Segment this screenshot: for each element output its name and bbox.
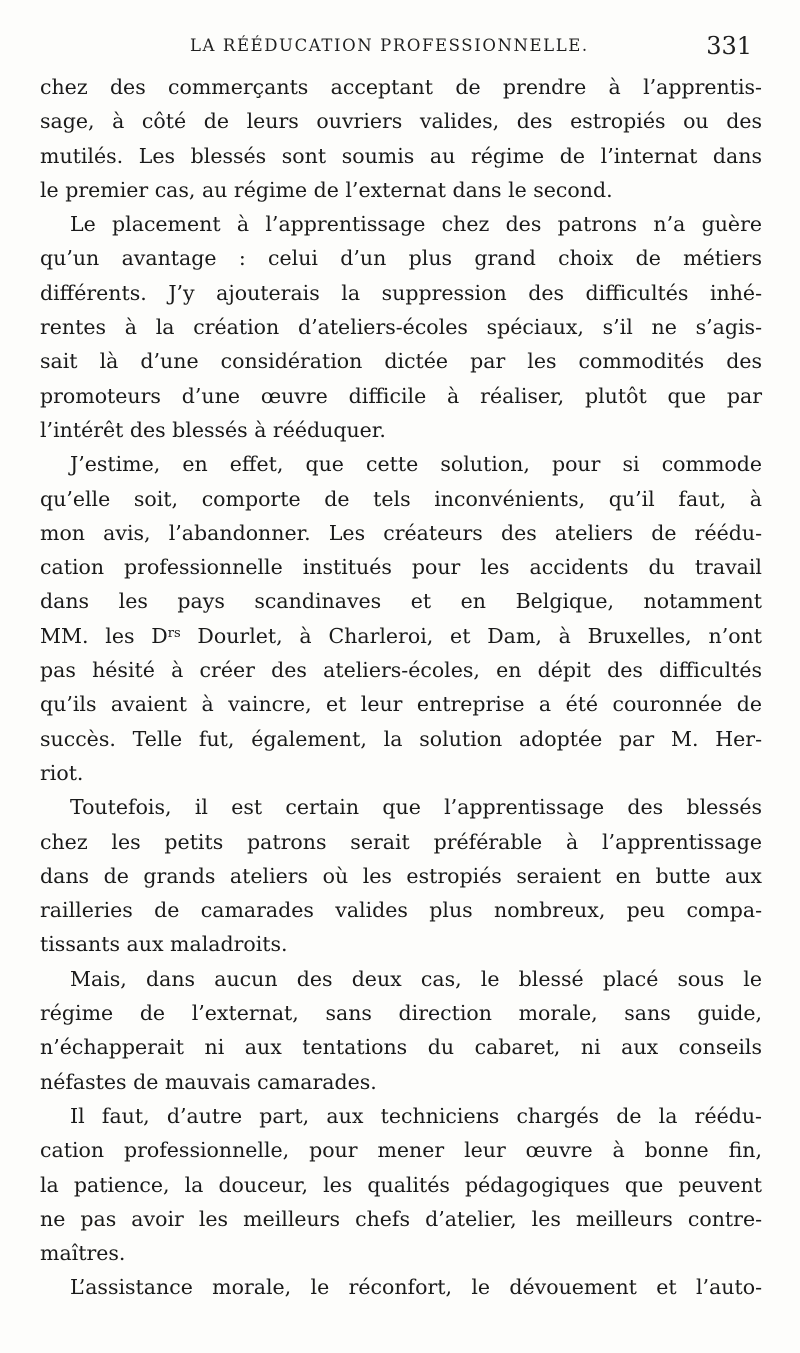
text-line: dans de grands ateliers où les estropiés seraient en butte aux <box>40 863 762 888</box>
text-line: chez les petits patrons serait préférable à l’apprentissage <box>40 829 762 854</box>
text-line: chez des commerçants acceptant de prendre à l’apprentis- <box>40 75 762 99</box>
text-line: riot. <box>40 760 84 785</box>
text-line: Toutefois, il est certain que l’apprentissage des blessés <box>70 795 762 820</box>
text-line: n’échapperait ni aux tentations du cabaret, ni aux conseils <box>40 1035 762 1060</box>
text-line: railleries de camarades valides plus nombreux, peu compa- <box>40 898 762 923</box>
text-line: cation professionnelle, pour mener leur œuvre à bonne fin, <box>40 1138 762 1163</box>
text-line: la patience, la douceur, les qualités pédagogiques que peuvent <box>40 1172 762 1197</box>
text-line: cation professionnelle institués pour les accidents du travail <box>40 555 762 580</box>
text-line: pas hésité à créer des ateliers-écoles, en dépit des difficultés <box>40 658 762 683</box>
text-line: qu’ils avaient à vaincre, et leur entreprise a été couronnée de <box>40 692 762 717</box>
text-line: ne pas avoir les meilleurs chefs d’atelier, les meilleurs contre- <box>40 1206 762 1231</box>
text-line: rentes à la création d’ateliers-écoles spéciaux, s’il ne s’agis- <box>40 315 762 340</box>
superscript: rs <box>167 625 181 641</box>
text-line: néfastes de mauvais camarades. <box>40 1069 377 1094</box>
text-line: maîtres. <box>40 1241 126 1266</box>
text-line: promoteurs d’une œuvre difficile à réaliser, plutôt que par <box>40 383 762 408</box>
text-line: régime de l’externat, sans direction morale, sans guide, <box>40 1001 762 1026</box>
text-line: sait là d’une considération dictée par les commodités des <box>40 349 762 374</box>
text-line: J’estime, en effet, que cette solution, pour si commode <box>70 452 762 477</box>
text-line: dans les pays scandinaves et en Belgique, notamment <box>40 589 762 614</box>
page-number: 331 <box>706 32 752 60</box>
text-line: Mais, dans aucun des deux cas, le blessé placé sous le <box>70 966 762 991</box>
running-title: LA RÉÉDUCATION PROFESSIONNELLE. <box>190 36 589 55</box>
body-text <box>40 70 762 1305</box>
text-line: mon avis, l’abandonner. Les créateurs des ateliers de réédu- <box>40 520 762 545</box>
text-line: mutilés. Les blessés sont soumis au régime de l’internat dans <box>40 143 762 168</box>
text-segment: Dourlet, à Charleroi, et Dam, à Bruxelles, n’ont <box>180 623 762 648</box>
text-line: Il faut, d’autre part, aux techniciens chargés de la réédu- <box>70 1103 762 1128</box>
text-line: tissants aux maladroits. <box>40 932 288 957</box>
text-segment: MM. les D <box>40 623 168 648</box>
text-line: l’intérêt des blessés à rééduquer. <box>40 417 386 442</box>
text-line: sage, à côté de leurs ouvriers valides, des estropiés ou des <box>40 109 762 134</box>
text-line <box>40 619 762 653</box>
text-line: différents. J’y ajouterais la suppression des difficultés inhé- <box>40 280 762 305</box>
text-line: succès. Telle fut, également, la solution adoptée par M. Her- <box>40 726 762 751</box>
text-line: qu’elle soit, comporte de tels inconvénients, qu’il faut, à <box>40 486 762 511</box>
text-line: L’assistance morale, le réconfort, le dévouement et l’auto- <box>70 1275 762 1300</box>
text-line: le premier cas, au régime de l’externat dans le second. <box>40 177 613 202</box>
text-line: Le placement à l’apprentissage chez des patrons n’a guère <box>70 212 762 237</box>
running-head <box>40 32 752 62</box>
text-line: qu’un avantage : celui d’un plus grand choix de métiers <box>40 246 762 271</box>
